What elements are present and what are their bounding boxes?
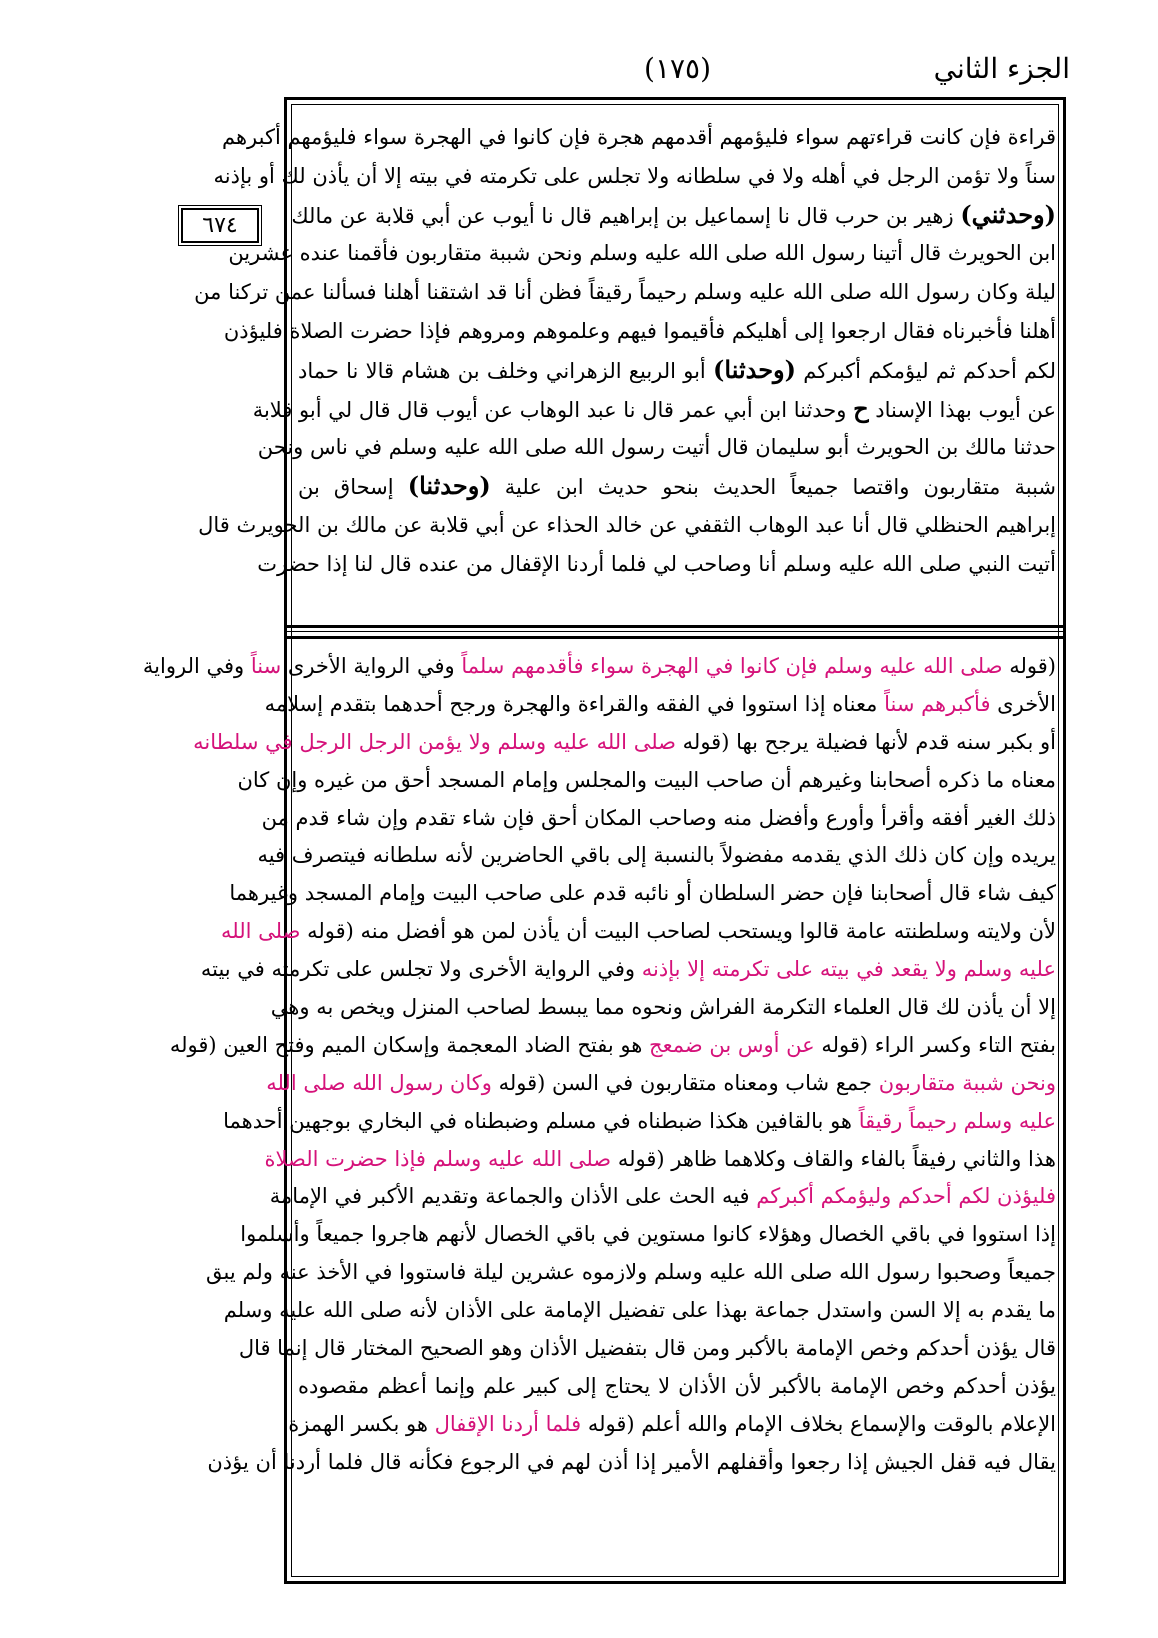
highlighted-quote: سناً: [250, 654, 282, 678]
commentary-line: [229, 875, 1056, 913]
part-label: الجزء الثاني: [933, 52, 1070, 85]
text-segment: وحدثنا ابن أبي عمر قال نا عبد الوهاب عن أيوب قال قال لي أبو قلابة: [252, 397, 854, 422]
text-segment: إسحاق بن: [298, 475, 408, 500]
commentary-line: [207, 1444, 1056, 1482]
text-segment: قال يؤذن أحدكم وخص الإمامة بالأكبر ومن قال بتفضيل الأذان وهو الصحيح المختار قال إنما قال: [238, 1336, 1056, 1361]
text-segment: أبو الربيع الزهراني وخلف بن هشام قالا نا حماد: [298, 358, 714, 383]
text-segment: لأن ولايته وسلطنته عامة قالوا ويستحب لصاحب البيت أن يأذن لمن هو أفضل منه: [353, 919, 1056, 944]
text-segment: عن أيوب بهذا الإسناد: [868, 397, 1056, 422]
text-segment: ليلة وكان رسول الله صلى الله عليه وسلم رحيماً رقيقاً فظن أنا قد اشتقنا أهلنا فسألنا عمن تركنا من: [194, 280, 1056, 305]
text-segment: معناه ما ذكره أصحابنا وغيرهم أن صاحب البيت والمجلس وإمام المسجد أحق من غيره وإن كان: [237, 767, 1056, 792]
hadith-line: [252, 390, 1056, 429]
commentary-line: [257, 837, 1056, 875]
commentary-line: [221, 913, 1056, 951]
text-segment: قراءة فإن كانت قراءتهم سواء فليؤمهم أقدمهم هجرة فإن كانوا في الهجرة سواء فليؤمهم أكبرهم: [221, 125, 1056, 149]
commentary-line: [193, 724, 1056, 762]
text-segment: يريده وإن كان ذلك الذي يقدمه مفضولاً بالنسبة إلى باقي الحاضرين لأنه سلطانه فيتصرف فيه: [257, 843, 1056, 868]
text-segment: بفتح التاء وكسر الراء: [868, 1032, 1056, 1057]
hadith-line: [257, 545, 1056, 584]
highlighted-quote: صلى الله عليه وسلم فإذا حضرت الصلاة: [264, 1146, 612, 1171]
text-segment: معناه إذا استووا في الفقه والقراءة والهجرة ورجح أحدهما بتقدم إسلامه: [264, 691, 885, 716]
commentary-line: [223, 1292, 1056, 1330]
text-segment: أو بكبر سنه قدم لأنها فضيلة يرجح بها: [729, 729, 1056, 754]
text-segment: جميعاً وصحبوا رسول الله صلى الله عليه وسلم ولازموه عشرين ليلة فاستووا في الأخذ عنه ولم يبق: [206, 1260, 1056, 1285]
hadith-line: [291, 196, 1056, 235]
hadith-line: [198, 506, 1056, 545]
narration-marker: (وحدثني): [960, 199, 1056, 229]
text-segment: الإعلام بالوقت والإسماع بخلاف الإمام والله أعلم: [634, 1411, 1056, 1436]
commentary-line: [269, 1178, 1056, 1216]
text-segment: (قوله: [814, 1032, 869, 1057]
text-segment: ذلك الغير أفقه وأقرأ وأورع وأفضل منه وصاحب المكان أحق فإن شاء تقدم وإن شاء قدم من: [261, 805, 1056, 830]
narration-marker: ح: [853, 393, 869, 423]
hadith-line: [223, 312, 1056, 351]
commentary-line: [200, 951, 1056, 989]
text-segment: ابن الحويرث قال أتينا رسول الله صلى الله عليه وسلم ونحن شببة متقاربون فأقمنا عنده عشرين: [228, 241, 1056, 266]
text-segment: ما يقدم به إلا السن واستدل جماعة بهذا على تفضيل الإمامة على الأذان لأنه صلى الله عليه وسلم: [223, 1298, 1056, 1323]
narration-marker: (وحدثنا): [407, 471, 491, 501]
section-divider: [284, 625, 1066, 639]
text-segment: أتيت النبي صلى الله عليه وسلم أنا وصاحب لي فلما أردنا الإقفال من عنده قال لنا إذا حضرت: [257, 551, 1056, 576]
commentary-line: [298, 1368, 1056, 1406]
text-segment: شببة متقاربون واقتصا جميعاً الحديث بنحو حديث ابن علية: [490, 475, 1057, 500]
commentary-line: [169, 1027, 1056, 1065]
commentary-line: [142, 648, 1056, 686]
text-segment: إبراهيم الحنظلي قال أنا عبد الوهاب الثقفي عن خالد الحذاء عن أبي قلابة عن مالك بن الحويرث قال: [198, 512, 1056, 537]
text-segment: كيف شاء قال أصحابنا فإن حضر السلطان أو نائبه قدم على صاحب البيت وإمام المسجد وغيرهما: [229, 881, 1056, 906]
text-segment: وفي الرواية الأخرى ولا تجلس على تكرمته في بيته: [200, 957, 642, 982]
commentary-line: [270, 989, 1056, 1027]
text-segment: هذا والثاني رفيقاً بالفاء والقاف وكلاهما ظاهر: [664, 1146, 1056, 1171]
commentary-line: [206, 1254, 1056, 1292]
commentary-line: [223, 1103, 1056, 1141]
page-header: [285, 48, 1070, 98]
text-segment: (قوله: [300, 919, 354, 944]
highlighted-quote: عليه وسلم رحيماً رقيقاً: [858, 1108, 1056, 1133]
text-segment: جمع شاب ومعناه متقاربون في السن: [545, 1070, 879, 1095]
text-segment: زهير بن حرب قال نا إسماعيل بن إبراهيم قال نا أيوب عن أبي قلابة عن مالك: [291, 203, 961, 228]
text-segment: الأخرى: [990, 691, 1056, 716]
hadith-number-box: ٦٧٤: [181, 208, 259, 243]
commentary-line: [240, 1216, 1056, 1254]
highlighted-quote: صلى الله: [221, 919, 301, 944]
text-segment: سناً ولا تؤمن الرجل في أهله ولا في سلطانه ولا تجلس على تكرمته في بيته إلا أن يأذن لك أو بإذنه: [213, 163, 1056, 188]
text-segment: وفي الرواية الأخرى: [281, 654, 462, 678]
text-segment: (قوله: [581, 1411, 635, 1436]
commentary-line: [264, 1141, 1056, 1179]
highlighted-quote: فلما أردنا الإقفال: [434, 1411, 582, 1436]
commentary-line: [288, 1406, 1056, 1444]
text-segment: فيه الحث على الأذان والجماعة وتقديم الأكبر في الإمامة: [269, 1184, 757, 1209]
commentary-line: [266, 1065, 1056, 1103]
highlighted-quote: عن أوس بن ضمعج: [649, 1032, 815, 1057]
text-segment: إلا أن يأذن لك قال العلماء التكرمة الفراش ونحوه مما يبسط لصاحب المنزل ويخص به وهي: [270, 995, 1056, 1020]
narration-marker: (وحدثنا): [713, 354, 796, 384]
highlighted-quote: صلى الله عليه وسلم ولا يؤمن الرجل الرجل في سلطانه: [193, 729, 676, 754]
commentary-line: [261, 800, 1056, 838]
highlighted-quote: وكان رسول الله صلى الله: [266, 1070, 492, 1095]
text-segment: حدثنا مالك بن الحويرث أبو سليمان قال أتيت رسول الله صلى الله عليه وسلم في ناس ونحن: [257, 435, 1056, 460]
hadith-line: [257, 428, 1056, 467]
highlighted-quote: عليه وسلم ولا يقعد في بيته على تكرمته إلا بإذنه: [641, 957, 1056, 982]
text-segment: أهلنا فأخبرناه فقال ارجعوا إلى أهليكم فأقيموا فيهم وعلموهم ومروهم فإذا حضرت الصلاة فليؤذن: [223, 318, 1056, 343]
text-segment: (قوله: [169, 1032, 217, 1057]
text-segment: هو بفتح الضاد المعجمة وإسكان الميم وفتح العين: [216, 1032, 650, 1057]
hadith-line: [221, 118, 1056, 157]
hadith-line: [298, 351, 1056, 390]
text-segment: يؤذن أحدكم وخص الإمامة بالأكبر لأن الأذان لا يحتاج إلى كبير علم وإنما أعظم مقصوده: [298, 1373, 1056, 1398]
text-segment: (قوله: [491, 1070, 546, 1095]
text-segment: (قوله: [675, 729, 730, 754]
highlighted-quote: فليؤذن لكم أحدكم وليؤمكم أكبركم: [756, 1184, 1056, 1209]
text-segment: (قوله: [1002, 654, 1056, 678]
page-number: (١٧٥): [644, 52, 711, 85]
commentary-line: [238, 1330, 1056, 1368]
text-segment: إذا استووا في باقي الخصال وهؤلاء كانوا مستوين في باقي الخصال لأنهم هاجروا جميعاً وأسلموا: [240, 1222, 1056, 1247]
commentary-line: [237, 762, 1056, 800]
text-segment: لكم أحدكم ثم ليؤمكم أكبركم: [796, 358, 1057, 383]
commentary-text: [142, 648, 1056, 1482]
text-segment: يقال فيه قفل الجيش إذا رجعوا وأقفلهم الأمير إذا أذن لهم في الرجوع فكأنه قال فلما أردنا أن يؤذن: [207, 1449, 1056, 1474]
text-segment: وفي الرواية: [142, 654, 251, 678]
text-segment: هو بالقافين هكذا ضبطناه في مسلم وضبطناه في البخاري بوجهين أحدهما: [223, 1108, 859, 1133]
hadith-line: [194, 273, 1056, 312]
hadith-line: [228, 234, 1056, 273]
text-segment: هو بكسر الهمزة: [288, 1411, 435, 1436]
hadith-line: [298, 467, 1056, 506]
hadith-line: [213, 157, 1056, 196]
highlighted-quote: ونحن شببة متقاربون: [878, 1070, 1056, 1095]
highlighted-quote: فأكبرهم سناً: [884, 691, 991, 716]
commentary-line: [264, 686, 1056, 724]
text-segment: (قوله: [611, 1146, 665, 1171]
highlighted-quote: صلى الله عليه وسلم فإن كانوا في الهجرة سواء فأقدمهم سلماً: [461, 654, 1003, 678]
